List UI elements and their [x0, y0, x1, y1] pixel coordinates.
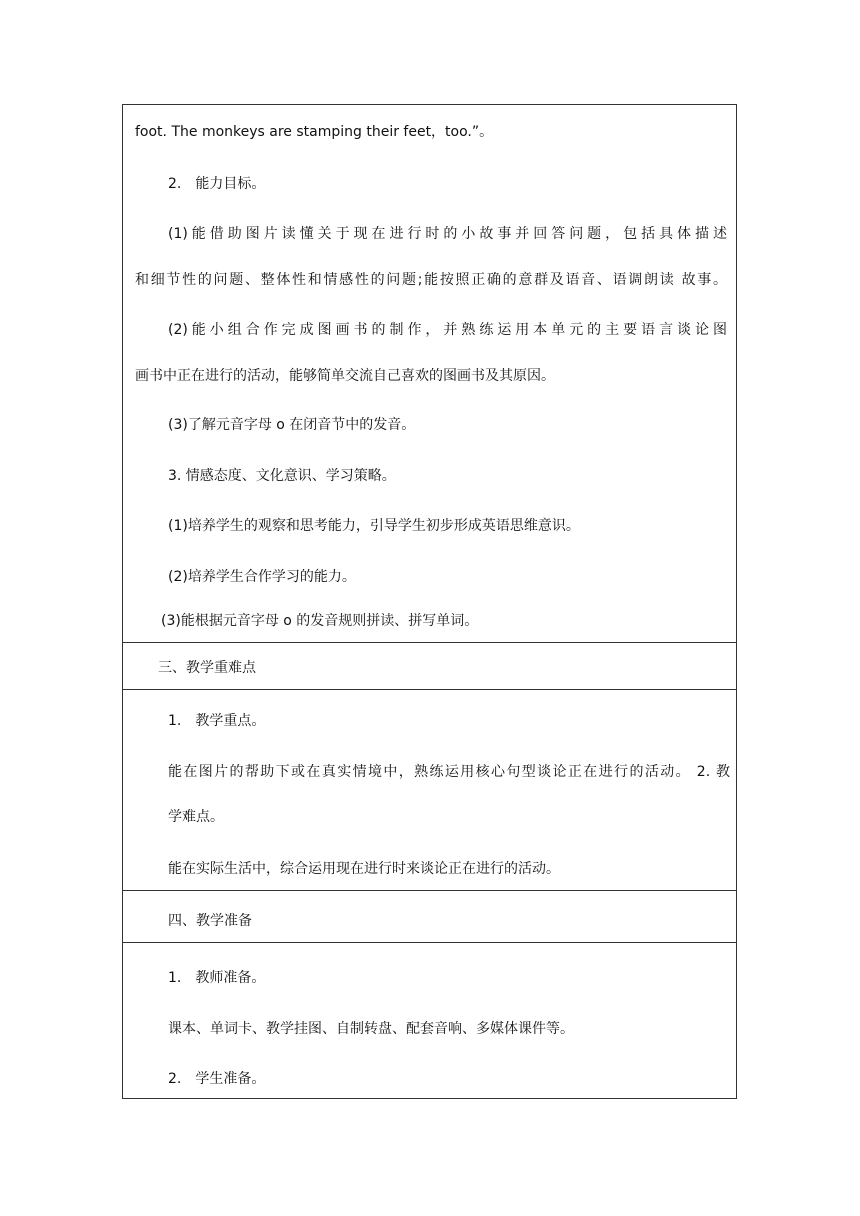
row-divider: [123, 890, 736, 891]
key-point-text-line2: 学难点。: [168, 809, 224, 825]
ability-goal-2-line1: (2)能小组合作完成图画书的制作，并熟练运用本单元的主要语言谈论图: [168, 322, 727, 338]
ability-goals-heading: 2. 能力目标。: [168, 176, 266, 192]
emotion-goals-heading: 3. 情感态度、文化意识、学习策略。: [168, 468, 396, 484]
continuation-text: foot. The monkeys are stamping their feet，too.”。: [135, 124, 494, 140]
section-3-title: 三、教学重难点: [158, 660, 256, 676]
ability-goal-1-line2: 和细节性的问题、整体性和情感性的问题;能按照正确的意群及语音、语调朗读 故事。: [135, 272, 727, 288]
ability-goal-2-line2: 画书中正在进行的活动，能够简单交流自己喜欢的图画书及其原因。: [135, 368, 555, 384]
student-prep-heading: 2. 学生准备。: [168, 1071, 266, 1087]
ability-goal-3: (3)了解元音字母 o 在闭音节中的发音。: [168, 417, 416, 433]
emotion-goal-3: (3)能根据元音字母 o 的发音规则拼读、拼写单词。: [161, 613, 479, 629]
key-point-heading: 1. 教学重点。: [168, 713, 266, 729]
key-point-text-line1: 能在图片的帮助下或在真实情境中，熟练运用核心句型谈论正在进行的活动。 2. 教: [168, 764, 730, 780]
emotion-goal-2: (2)培养学生合作学习的能力。: [168, 569, 356, 585]
difficult-point-text: 能在实际生活中，综合运用现在进行时来谈论正在进行的活动。: [168, 861, 560, 877]
teacher-prep-heading: 1. 教师准备。: [168, 970, 266, 986]
emotion-goal-1: (1)培养学生的观察和思考能力，引导学生初步形成英语思维意识。: [168, 518, 580, 534]
teacher-prep-text: 课本、单词卡、教学挂图、自制转盘、配套音响、多媒体课件等。: [168, 1021, 574, 1037]
row-divider: [123, 942, 736, 943]
section-4-title: 四、教学准备: [168, 913, 252, 929]
row-divider: [123, 642, 736, 643]
lesson-plan-table: [122, 104, 737, 1099]
row-divider: [123, 689, 736, 690]
ability-goal-1-line1: (1)能借助图片读懂关于现在进行时的小故事并回答问题，包括具体描述: [168, 226, 727, 242]
